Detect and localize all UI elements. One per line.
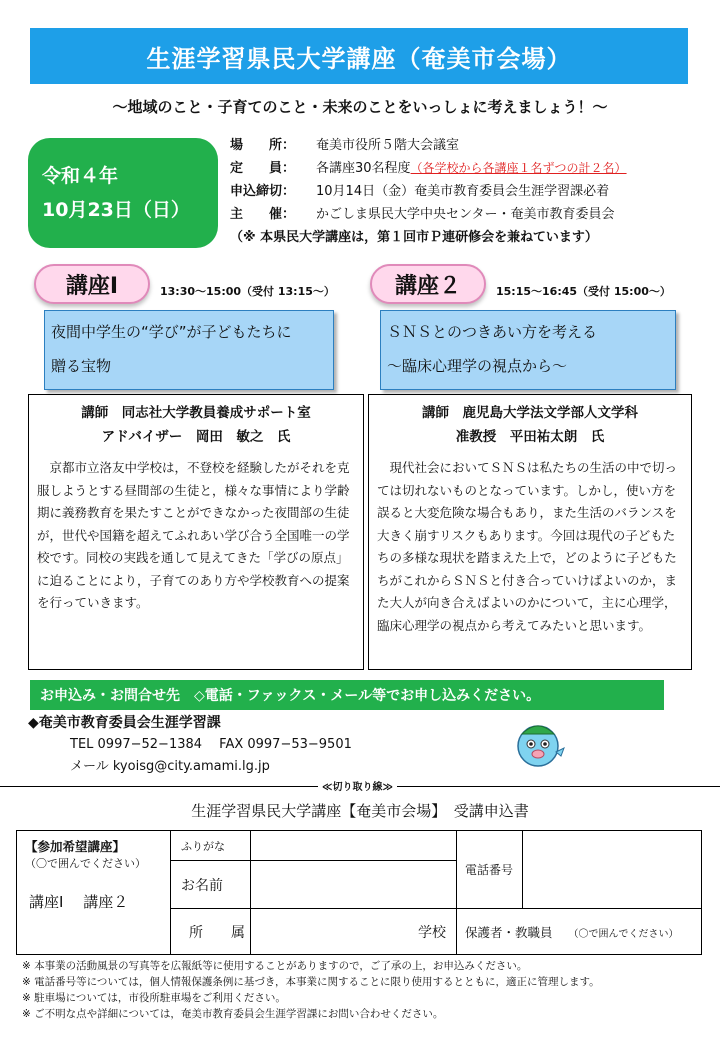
lecture1-lecturer-name: アドバイザー 岡田 敏之 氏: [101, 429, 291, 445]
contact-org: ◆奄美市教育委員会生涯学習課: [28, 715, 221, 731]
info-note: （※ 本県民大学講座は，第１回市Ｐ連研修会を兼ねています）: [230, 230, 598, 245]
lecture1-time: 13:30～15:00（受付 13:15～）: [160, 285, 335, 298]
event-date-day: 10月23日（日）: [42, 199, 190, 221]
lecture2-lecturer-name: 准教授 平田祐太朗 氏: [455, 429, 605, 445]
contact-tel-fax: TEL 0997−52−1384 FAX 0997−53−9501: [70, 737, 352, 752]
lecture1-title: [44, 310, 334, 390]
name-input[interactable]: [251, 861, 457, 909]
note-photo: ※ 本事業の活動風景の写真等を広報紙等に使用することがありますので，ご了承の上，お申込みください。: [22, 960, 528, 972]
lecture2-title-line1: ＳＮＳとのつきあい方を考える: [387, 323, 598, 341]
page-title: 生涯学習県民大学講座（奄美市会場）: [30, 28, 688, 84]
application-form: [16, 830, 702, 955]
lecture2-description: 現代社会においてＳＮＳは私たちの生活の中で切っては切れないものとなっています。しかし，使い方を誤ると大変危険な場合もあり，また生活のバランスを大きく崩すリスクもあります。今回は現代の子どもたちの多様な現状を踏まえた上で，どのように子どもたちがこれからＳＮＳと付き合っていけばよいのか，また大人が向き合えばよいのかについて，主に心理学，臨床心理学の視点から考えてみたいと思います。: [377, 460, 678, 633]
note-inquiry: ※ ご不明な点や詳細については，奄美市教育委員会生涯学習課にお問い合わせください。: [22, 1008, 444, 1020]
lecture1-lecturer-affiliation: 講師 同志社大学教員養成サポート室: [81, 405, 311, 421]
affiliation-school-input[interactable]: [251, 909, 457, 955]
deadline-value: 10月14日（金）奄美市教育委員会生涯学習課必着: [316, 184, 610, 199]
event-info: [230, 134, 700, 249]
venue-label: 場 所：: [230, 138, 296, 153]
form-title: 生涯学習県民大学講座【奄美市会場】 受講申込書: [191, 802, 529, 820]
deadline-row: [230, 180, 700, 203]
mascot-character-icon: [508, 712, 568, 772]
role-options[interactable]: 保護者・教職員: [465, 924, 553, 940]
capacity-label: 定 員：: [230, 161, 296, 176]
course-options[interactable]: 講座Ⅰ 講座２: [29, 893, 129, 911]
host-value: かごしま県民大学中央センター・奄美市教育委員会: [316, 207, 615, 222]
furigana-input[interactable]: [251, 831, 457, 861]
lecture1-description-box: [28, 394, 364, 670]
capacity-value: 各講座30名程度: [316, 161, 411, 176]
name-label: お名前: [171, 861, 251, 909]
lecture2-time: 15:15～16:45（受付 15:00～）: [496, 285, 671, 298]
lecture2-tab: 講座２: [370, 264, 486, 304]
course-selection-hint: （〇で囲んでください）: [25, 857, 146, 870]
role-hint: （〇で囲んでください）: [568, 928, 679, 940]
role-selection-cell[interactable]: [457, 909, 702, 955]
lecture1-tab: 講座Ⅰ: [34, 264, 150, 304]
contact-block: [28, 712, 352, 778]
deadline-label: 申込締切：: [230, 184, 296, 199]
lecture1-description: 京都市立洛友中学校は，不登校を経験したがそれを克服しようとする昼間部の生徒と，様々な事情により学齢期に義務教育を果たすことができなかった夜間部の生徒が，世代や国籍を超えてふれあい学び合う全国唯一の学校です。同校の実践を通して見えてきた「学びの原点」に迫ることにより，子育てのあり方や学校教育への提案を行っていきます。: [37, 460, 350, 610]
capacity-row: [230, 157, 700, 180]
phone-input[interactable]: [523, 831, 702, 909]
school-suffix: 学校: [418, 924, 446, 941]
lecture2-lecturer-affiliation: 講師 鹿児島大学法文学部人文学科: [422, 405, 638, 421]
event-date-era: 令和４年: [42, 165, 119, 187]
capacity-note: （各学校から各講座１名ずつの計２名）: [410, 161, 627, 175]
lecture1-title-line2: 贈る宝物: [51, 357, 112, 375]
phone-label: 電話番号: [457, 831, 523, 909]
venue-value: 奄美市役所５階大会議室: [316, 138, 460, 153]
lecture1-title-line1: 夜間中学生の“学び”が子どもたちに: [51, 323, 292, 341]
host-row: [230, 203, 700, 226]
contact-mail: メール kyoisg@city.amami.lg.jp: [70, 759, 270, 774]
note-parking: ※ 駐車場については，市役所駐車場をご利用ください。: [22, 992, 286, 1004]
contact-bar: お申込み・お問合せ先 ◇電話・ファックス・メール等でお申し込みください。: [30, 680, 664, 710]
lecture2-title: [380, 310, 676, 390]
lecture2-title-line2: ～臨床心理学の視点から～: [387, 357, 568, 375]
venue-row: [230, 134, 700, 157]
host-label: 主 催：: [230, 207, 296, 222]
affiliation-label: 所 属: [171, 909, 251, 955]
page-subtitle: ～地域のこと・子育てのこと・未来のことをいっしょに考えましょう！～: [112, 98, 608, 116]
cut-line-label: ≪切り取り線≫: [318, 778, 397, 793]
event-date-box: [28, 138, 218, 248]
lecture2-description-box: [368, 394, 692, 670]
furigana-label: ふりがな: [171, 831, 251, 861]
note-privacy: ※ 電話番号等については，個人情報保護条例に基づき，本事業に関することに限り使用するとともに，適正に管理します。: [22, 976, 600, 988]
course-selection-cell[interactable]: [17, 831, 171, 955]
notes: [22, 958, 600, 1022]
course-selection-label: 【参加希望講座】: [25, 839, 126, 854]
